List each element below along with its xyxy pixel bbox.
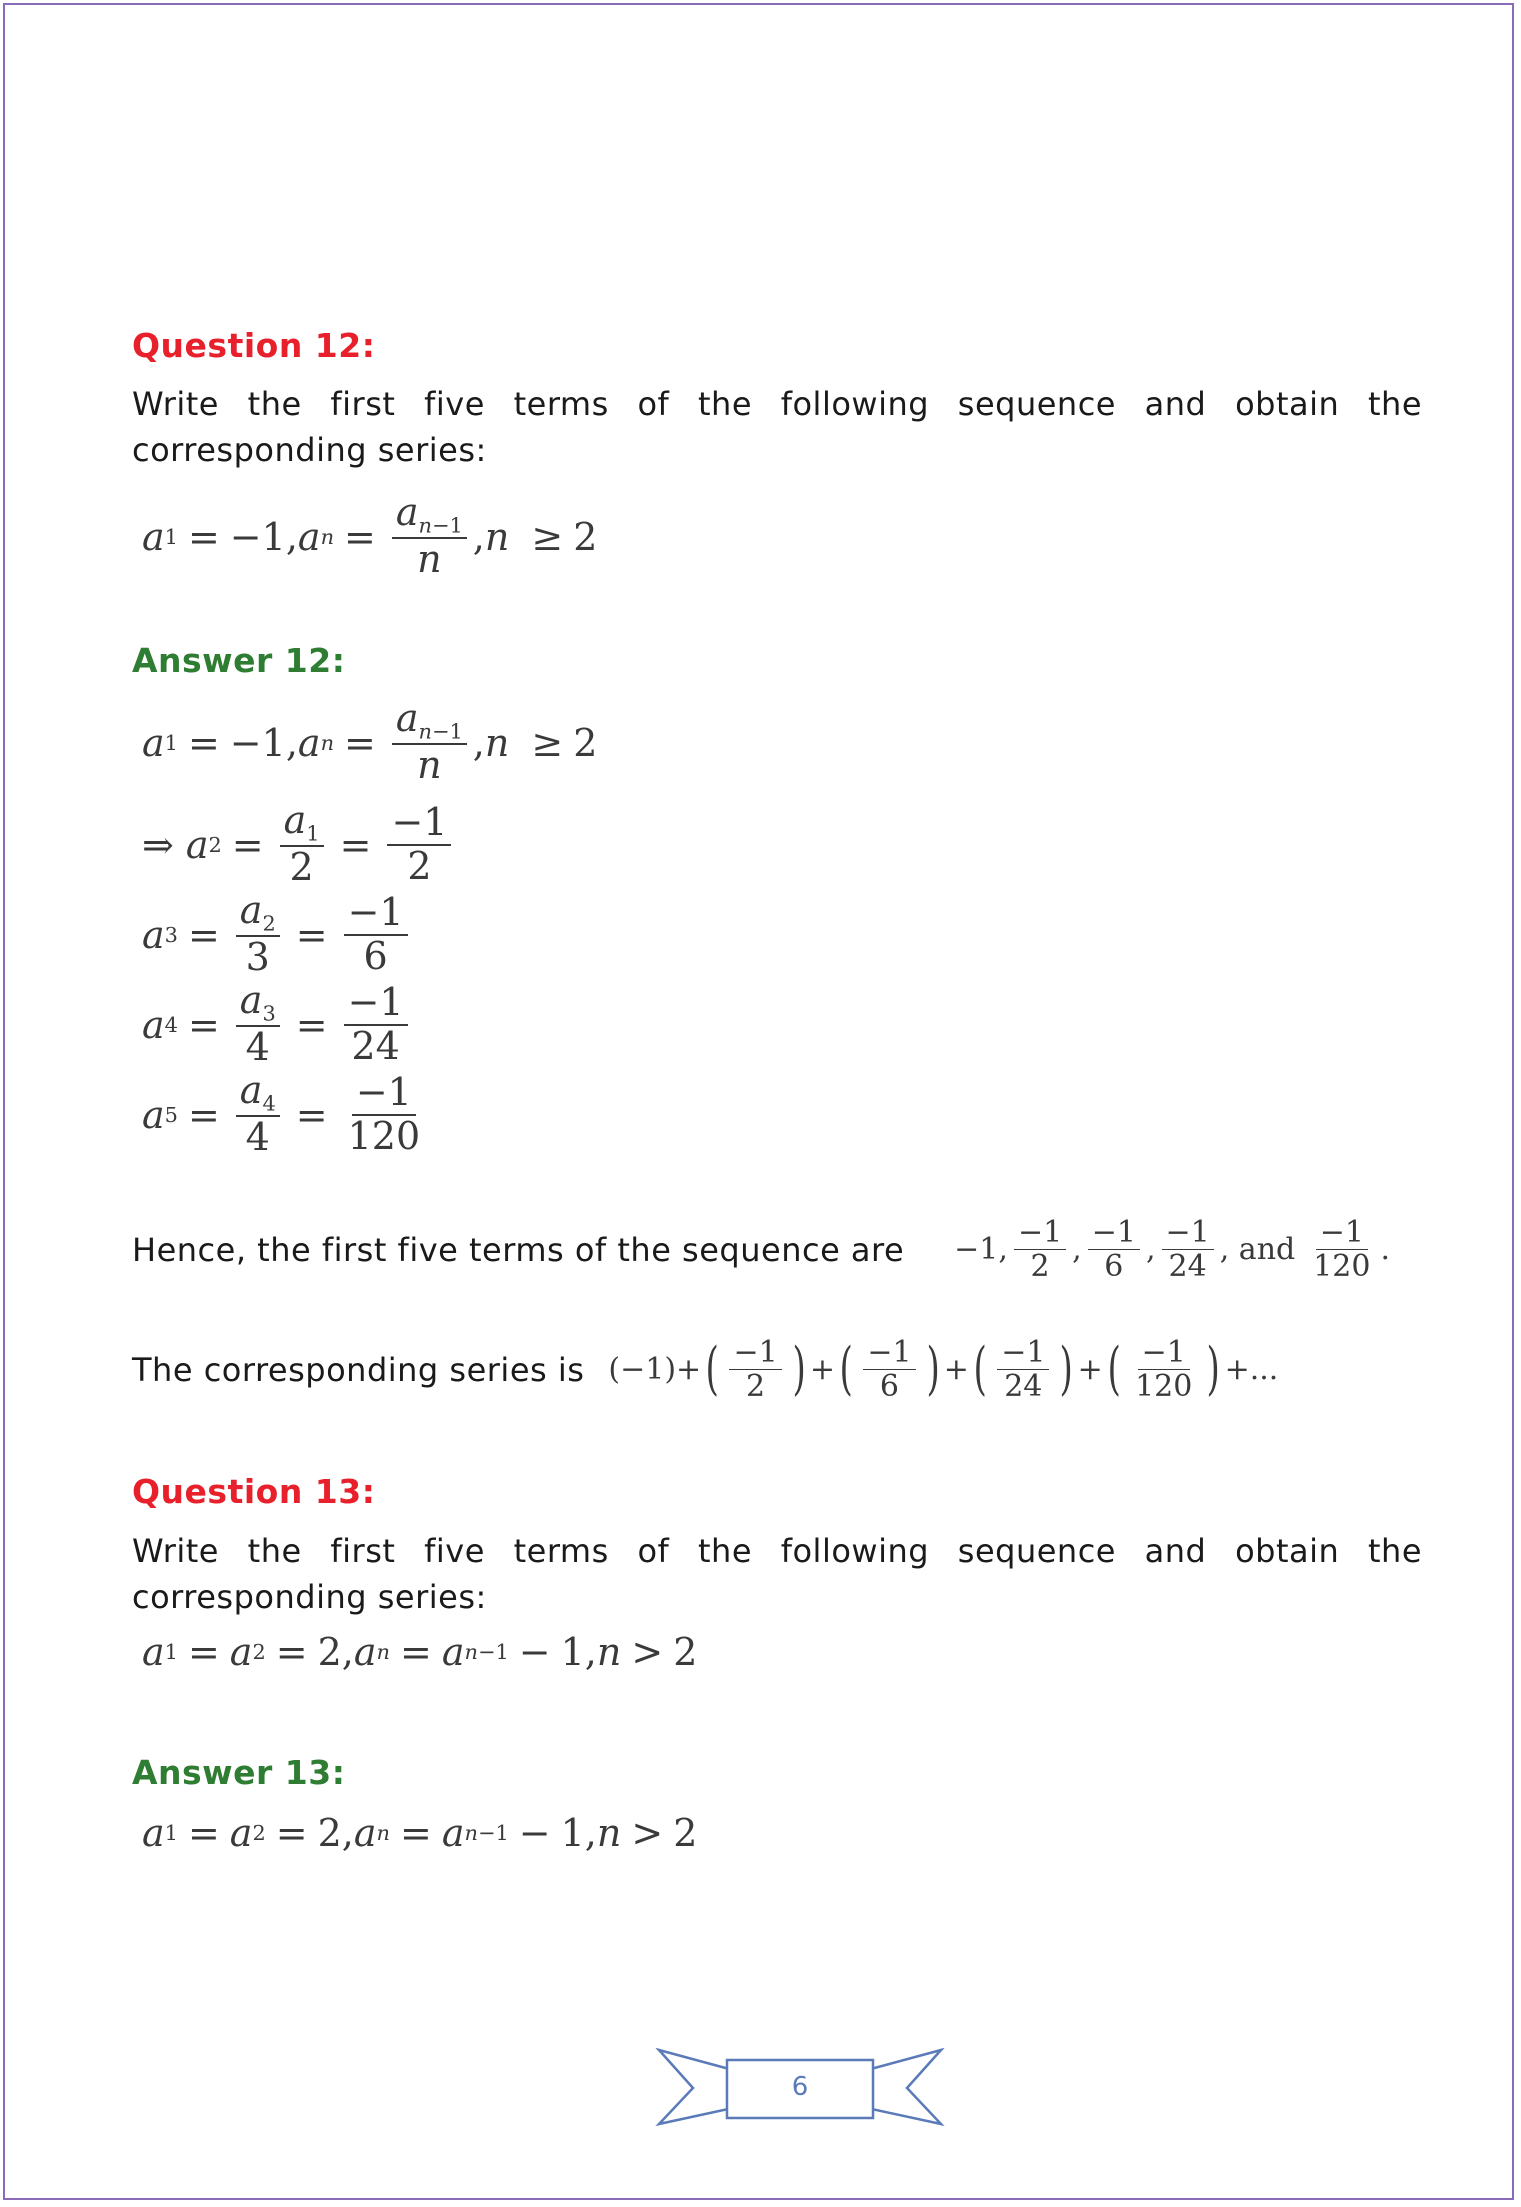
question-13-heading: Question 13: [132, 1472, 376, 1511]
answer-13-formula: a 1 = a 2 = 2, a n = a n−1 − 1, n > 2 [142, 1811, 698, 1855]
answer-12-block [132, 641, 1422, 680]
question-12-text: Write the first five terms of the following sequence and obtain the corresponding series: [132, 385, 1422, 469]
answer-12-formula: a 1 = −1, a n = $\frac{a_{n-1}}{n}$ , n ≥ 2 [142, 696, 598, 788]
answer-12-step-a2: ⇒ a 2 = $\frac{a_1}{2}$ = $\frac{-1}{2}$ [142, 800, 1432, 889]
answer-12-step-a3: a 3 = $\frac{a_2}{3}$ = $\frac{-1}{6}$ [142, 890, 1432, 979]
page-number-ribbon [655, 2046, 945, 2128]
question-12-text-block [132, 381, 1422, 473]
answer-12-step-a5: a 5 = $\frac{a_4}{4}$ = $\frac{-1}{120}$ [142, 1068, 421, 1160]
question-13-text-block [132, 1528, 1422, 1620]
question-13-text: Write the first five terms of the following sequence and obtain the corresponding series: [132, 1532, 1422, 1616]
question-13-block [132, 1472, 1422, 1511]
page-number: 6 [791, 2072, 809, 2102]
question-12-block [132, 326, 1422, 365]
hence-text: Hence, the first five terms of the sequence are [132, 1230, 905, 1269]
answer-12-hence [132, 1216, 1422, 1283]
answer-13-heading: Answer 13: [132, 1753, 346, 1792]
question-12-heading: Question 12: [132, 326, 376, 365]
terms-math: −1, $\frac{-1}{2}$ , $\frac{-1}{6}$ , $\frac{-1}{24}$ , and $\frac{-1}{120}$ . [954, 1215, 1391, 1284]
series-text: The corresponding series is [132, 1350, 585, 1389]
question-13-formula: a 1 = a 2 = 2, a n = a n−1 − 1, n > 2 [142, 1630, 698, 1674]
question-12-formula: a 1 = −1, a n = $\frac{a_{n-1}}{n}$ , n ≥ 2 [142, 490, 598, 582]
series-math: (−1)+ ( $\frac{-1}{2}$ ) + ( $\frac{-1}{6}$ ) + ( $\frac{-1}{24}$ ) + ( $\frac{-1}{120}$ ) +... [608, 1335, 1279, 1404]
answer-12-series [132, 1336, 1422, 1403]
answer-12-step-a4: a 4 = $\frac{a_3}{4}$ = $\frac{-1}{24}$ [142, 980, 1432, 1069]
answer-12-heading: Answer 12: [132, 641, 346, 680]
answer-13-block [132, 1753, 1422, 1792]
